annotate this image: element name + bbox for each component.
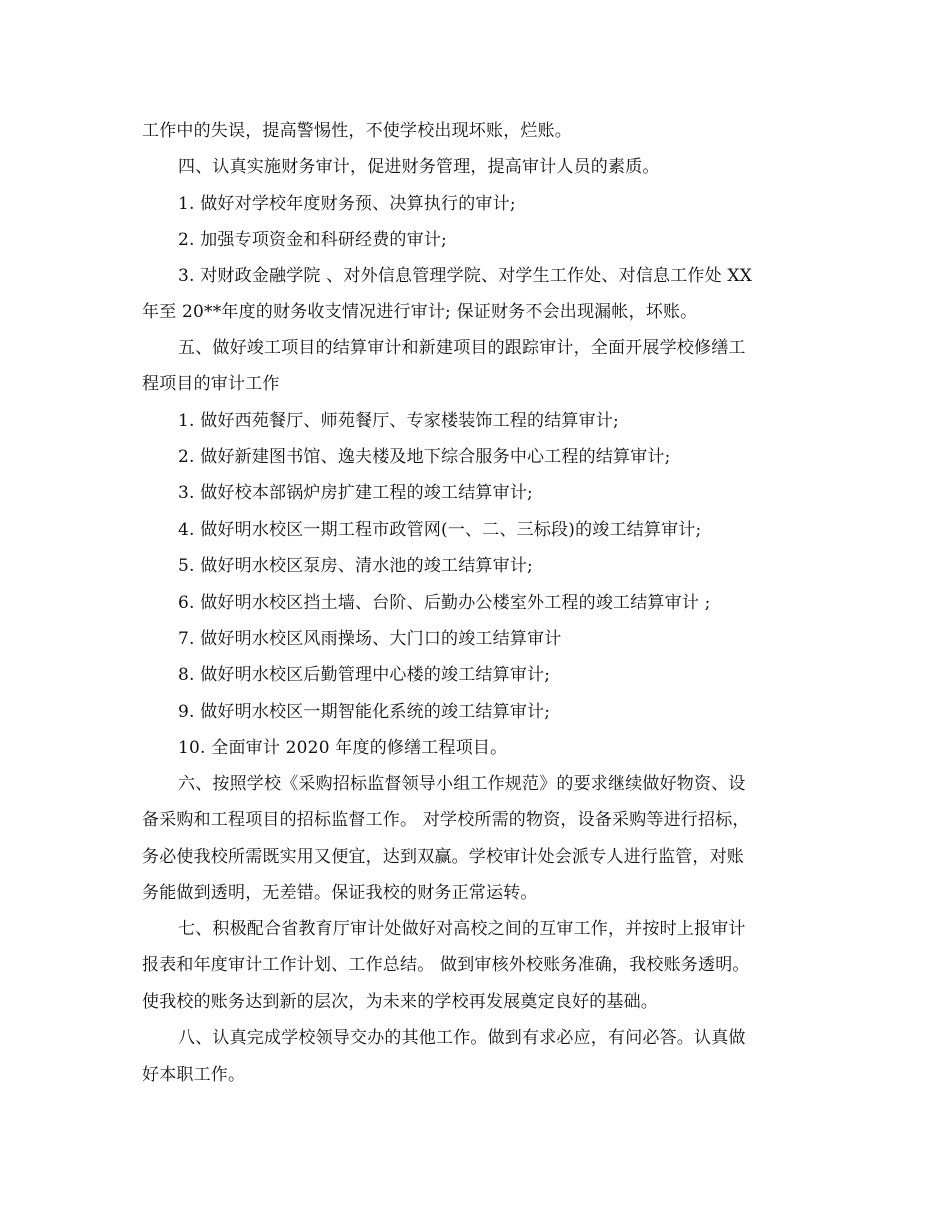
text-line: 备采购和工程项目的招标监督工作。 对学校所需的物资，设备采购等进行招标， [142, 810, 750, 830]
text-line: 好本职工作。 [142, 1065, 246, 1085]
list-item: 7. 做好明水校区风雨操场、大门口的竣工结算审计 [178, 629, 562, 649]
list-item: 10. 全面审计 2020 年度的修缮工程项目。 [178, 738, 508, 758]
list-item: 9. 做好明水校区一期智能化系统的竣工结算审计; [178, 702, 551, 722]
text-line: 报表和年度审计工作计划、工作总结。 做到审核外校账务准确，我校账务透明。 [142, 955, 750, 975]
list-item: 6. 做好明水校区挡土墙、台阶、后勤办公楼室外工程的竣工结算审计 ; [178, 593, 711, 613]
text-line: 年至 20**年度的财务收支情况进行审计; 保证财务不会出现漏帐，坏账。 [142, 302, 698, 322]
list-item: 1. 做好西苑餐厅、师苑餐厅、专家楼装饰工程的结算审计; [178, 411, 619, 431]
text-line: 工作中的失误，提高警惕性，不使学校出现坏账，烂账。 [142, 121, 572, 141]
list-item: 5. 做好明水校区泵房、清水池的竣工结算审计; [178, 556, 533, 576]
section-heading: 七、积极配合省教育厅审计处做好对高校之间的互审工作，并按时上报审计 [178, 919, 746, 939]
list-item: 4. 做好明水校区一期工程市政管网(一、二、三标段)的竣工结算审计; [178, 520, 702, 540]
text-line: 务能做到透明，无差错。保证我校的财务正常运转。 [142, 883, 538, 903]
section-heading: 六、按照学校《采购招标监督领导小组工作规范》的要求继续做好物资、设 [178, 774, 746, 794]
text-line: 务必使我校所需既实用又便宜，达到双赢。学校审计处会派专人进行监管，对账 [142, 847, 744, 867]
list-item: 8. 做好明水校区后勤管理中心楼的竣工结算审计; [178, 665, 551, 685]
list-item: 3. 做好校本部锅炉房扩建工程的竣工结算审计; [178, 483, 533, 503]
list-item: 1. 做好对学校年度财务预、决算执行的审计; [178, 194, 516, 214]
section-heading: 八、认真完成学校领导交办的其他工作。做到有求必应，有问必答。认真做 [178, 1028, 746, 1048]
list-item: 2. 加强专项资金和科研经费的审计; [178, 230, 447, 250]
list-item: 2. 做好新建图书馆、逸夫楼及地下综合服务中心工程的结算审计; [178, 447, 671, 467]
list-item: 3. 对财政金融学院 、对外信息管理学院、对学生工作处、对信息工作处 XX [178, 266, 753, 286]
section-heading: 五、做好竣工项目的结算审计和新建项目的跟踪审计，全面开展学校修缮工 [178, 338, 746, 358]
text-line: 使我校的账务达到新的层次，为未来的学校再发展奠定良好的基础。 [142, 992, 658, 1012]
text-line: 程项目的审计工作 [142, 374, 280, 394]
section-heading: 四、认真实施财务审计，促进财务管理，提高审计人员的素质。 [178, 157, 660, 177]
